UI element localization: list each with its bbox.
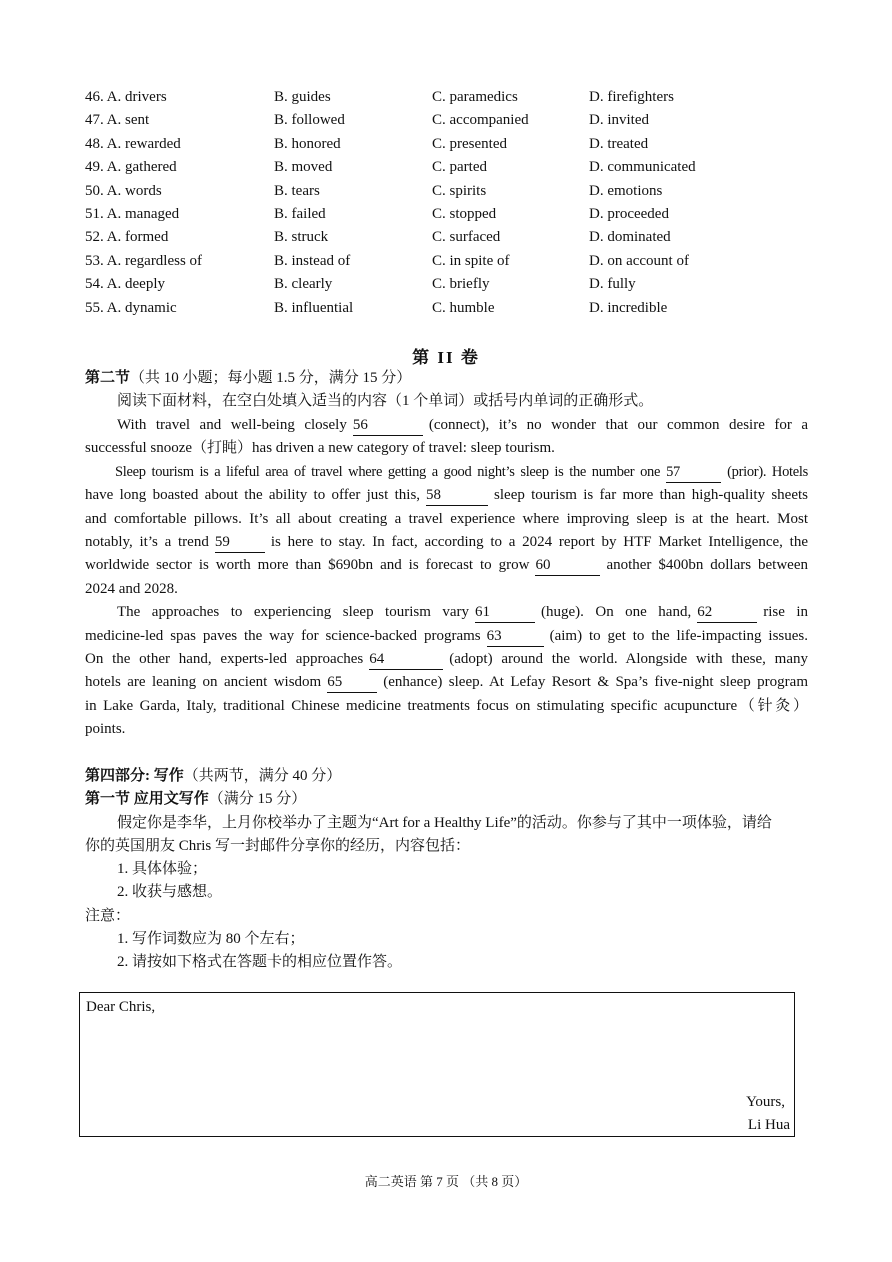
option-d: D. on account of	[589, 252, 689, 269]
text: is here to stay. In fact, according to a 2024 report by HTF Market Intelligence, the	[270, 534, 808, 550]
option-b: B. struck	[274, 229, 329, 246]
option-c: C. humble	[432, 299, 495, 316]
options-table	[85, 86, 785, 320]
option-d: D. firefighters	[589, 89, 674, 105]
prompt-line2: 你的英国朋友 Chris 写一封邮件分享你的经历，内容包括：	[85, 838, 471, 854]
letter-greeting: Dear Chris,	[86, 999, 156, 1015]
text: have long boasted about the ability to offer just this,	[85, 487, 421, 503]
blank-60[interactable]: 60	[535, 556, 600, 576]
section2-heading: 第二节	[85, 370, 131, 386]
option-a: 55. A. dynamic	[85, 299, 177, 316]
page-footer: 高二英语 第 7 页 （共 8 页）	[364, 1174, 528, 1189]
letter-answer-box[interactable]	[79, 992, 795, 1137]
text: The approaches to experiencing sleep tourism vary	[117, 604, 470, 620]
para2-line5	[85, 554, 808, 577]
letter-closing: Yours,	[746, 1094, 785, 1110]
text: (aim) to get to the life-impacting issues.	[549, 628, 808, 644]
text: (prior). Hotels	[727, 464, 808, 480]
para2-line4	[85, 531, 808, 554]
para1-line1	[85, 414, 808, 437]
para3-line2	[85, 625, 808, 648]
option-c: C. in spite of	[432, 252, 510, 269]
para2-line1	[85, 461, 808, 484]
option-a: 50. A. words	[85, 182, 162, 199]
part4-heading: 第四部分: 写作	[85, 768, 184, 784]
question-52-row	[85, 226, 785, 249]
question-53-row	[85, 250, 785, 273]
option-d: D. dominated	[589, 229, 671, 246]
option-b: B. influential	[274, 299, 354, 316]
text: (connect), it’s no wonder that our common desire for a	[428, 417, 808, 433]
para2-line2	[85, 484, 808, 507]
option-c: C. spirits	[432, 182, 487, 199]
option-a: 46. A. drivers	[85, 89, 167, 105]
para1-line2: successful snooze（打盹）has driven a new category of travel: sleep tourism.	[85, 440, 555, 456]
option-b: B. guides	[274, 89, 331, 105]
blank-56[interactable]: 56	[353, 416, 423, 436]
requirement-1: 1. 具体体验；	[117, 861, 208, 877]
text: With travel and well-being closely	[117, 417, 347, 433]
option-d: D. proceeded	[589, 205, 669, 222]
text: worldwide sector is worth more than $690bn and is forecast to grow	[85, 557, 530, 573]
question-48-row	[85, 133, 785, 156]
part4-subheading-line	[85, 788, 808, 811]
blank-62[interactable]: 62	[697, 603, 757, 623]
option-a: 51. A. managed	[85, 205, 180, 222]
option-a: 54. A. deeply	[85, 276, 165, 293]
prompt-line1: 假定你是李华，上月你校举办了主题为“Art for a Healthy Life”的活动。你参与了其中一项体验，请给	[117, 815, 772, 831]
requirement-2: 2. 收获与感想。	[117, 884, 223, 900]
option-b: B. honored	[274, 135, 341, 152]
para3-line6: points.	[85, 721, 126, 737]
section2-heading-note: （共 10 小题；每小题 1.5 分，满分 15 分）	[130, 370, 412, 386]
para3-line3	[85, 648, 808, 671]
part4-heading-line	[85, 765, 808, 788]
blank-58[interactable]: 58	[426, 486, 488, 506]
blank-57[interactable]: 57	[666, 463, 721, 483]
option-d: D. emotions	[589, 182, 663, 199]
note-1: 1. 写作词数应为 80 个左右；	[117, 931, 305, 947]
option-a: 49. A. gathered	[85, 159, 177, 176]
text: sleep tourism is far more than high-quality sheets	[494, 487, 808, 503]
part4-heading-note: （共两节，满分 40 分）	[183, 768, 342, 784]
option-d: D. communicated	[589, 159, 696, 176]
option-a: 52. A. formed	[85, 229, 169, 246]
text: notably, it’s a trend	[85, 534, 209, 550]
option-b: B. instead of	[274, 252, 351, 269]
text: (adopt) around the world. Alongside with these, many	[449, 651, 808, 667]
section2-heading-line	[85, 367, 808, 390]
option-d: D. invited	[589, 112, 649, 129]
option-b: B. followed	[274, 112, 345, 129]
part4-subheading-note: （满分 15 分）	[208, 791, 307, 807]
option-c: C. presented	[432, 135, 507, 152]
blank-63[interactable]: 63	[487, 627, 544, 647]
option-c: C. paramedics	[432, 89, 518, 105]
option-a: 53. A. regardless of	[85, 252, 203, 269]
para3-line5: in Lake Garda, Italy, traditional Chinese medicine treatments focus on stimulating specific acupuncture（针灸）	[85, 698, 808, 714]
option-a: 47. A. sent	[85, 112, 150, 129]
text: another $400bn dollars between	[606, 557, 808, 573]
text: rise in	[763, 604, 809, 620]
option-c: C. stopped	[432, 205, 497, 222]
question-50-row	[85, 180, 785, 203]
option-b: B. moved	[274, 159, 333, 176]
option-c: C. briefly	[432, 276, 490, 293]
option-c: C. parted	[432, 159, 487, 176]
blank-61[interactable]: 61	[475, 603, 535, 623]
text: (enhance) sleep. At Lefay Resort & Spa’s five-night sleep program	[383, 674, 808, 690]
text: Sleep tourism is a lifeful area of travel where getting a good night’s sleep is the number one	[115, 464, 661, 480]
blank-65[interactable]: 65	[327, 673, 377, 693]
note-2: 2. 请按如下格式在答题卡的相应位置作答。	[117, 954, 403, 970]
option-c: C. accompanied	[432, 112, 529, 129]
text: On the other hand, experts-led approaches	[85, 651, 364, 667]
question-55-row	[85, 297, 785, 320]
question-51-row	[85, 203, 785, 226]
text: (huge). On one hand,	[541, 604, 692, 620]
option-d: D. fully	[589, 276, 636, 293]
section2-instruction: 阅读下面材料，在空白处填入适当的内容（1 个单词）或括号内单词的正确形式。	[117, 393, 654, 409]
notice-label: 注意：	[85, 908, 131, 924]
question-49-row	[85, 156, 785, 179]
option-b: B. tears	[274, 182, 320, 199]
option-d: D. incredible	[589, 299, 668, 316]
para2-line6: 2024 and 2028.	[85, 581, 178, 597]
blank-59[interactable]: 59	[215, 533, 265, 553]
option-d: D. treated	[589, 135, 649, 152]
question-46-row	[85, 86, 785, 109]
text: hotels are leaning on ancient wisdom	[85, 674, 322, 690]
question-47-row	[85, 109, 785, 132]
question-54-row	[85, 273, 785, 296]
option-a: 48. A. rewarded	[85, 135, 181, 152]
para2-line3: and comfortable pillows. It’s all about creating a travel experience where improving sleep is at the heart. Most	[85, 511, 808, 527]
letter-signature: Li Hua	[747, 1117, 790, 1133]
part4-subheading: 第一节 应用文写作	[85, 791, 209, 807]
option-c: C. surfaced	[432, 229, 501, 246]
volume-title: 第 II 卷	[412, 348, 480, 367]
para3-line1	[85, 601, 808, 624]
option-b: B. failed	[274, 205, 326, 222]
text: medicine-led spas paves the way for science-backed programs	[85, 628, 481, 644]
para3-line4	[85, 671, 808, 694]
option-b: B. clearly	[274, 276, 333, 293]
blank-64[interactable]: 64	[369, 650, 443, 670]
